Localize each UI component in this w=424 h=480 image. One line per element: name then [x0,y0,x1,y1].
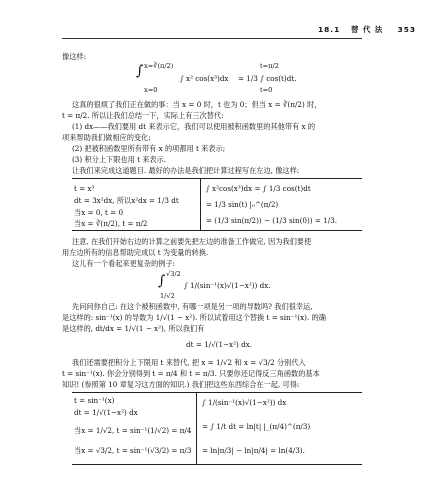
integral-sign: ∫ [158,273,166,289]
right2-line: = ∫ 1/t dt = ln|t| |_(π/4)^(π/3) [202,422,311,431]
equation-3: dt = 1/√(1−x²) dx. [186,340,253,349]
para1-line: (3) 积分上下限也用 t 来表示. [72,155,167,164]
table2-top-rule [72,392,362,393]
right1-line: ∫ x²cos(x³)dx = ∫ 1/3 cos(t)dt [206,184,311,193]
para4-line: t = sin⁻¹(x). 你会分别得到 t = π/4 和 t = π/3. 只要你还记得反三角函数的基本 [62,369,320,378]
left2-line: 当x = √3/2, t = sin⁻¹(√3/2) = π/3 [74,446,192,455]
eq1-upper-limit: x=∛(π/2) [144,62,174,70]
para3-line: 先问问你自己: 在这个被积函数中, 有哪一项是另一项的导数吗? 我们很幸运, [72,302,313,311]
para2-line: 注意, 在我们开始右边的计算之前要先把左边的准备工作做完, 因为我们要使 [72,237,312,246]
eq1-right-upper: t=π/2 [260,62,279,70]
para4-line: 我们还需要把积分上下限用 t 来替代, 把 x = 1/√2 和 x = √3/2 分别代入 [72,358,306,367]
para1-line: 这真的很烦了我们正在做的事：当 x = 0 时，t 也为 0；但当 x = ∛(π/2) 时， [72,100,322,109]
table2-bottom-rule [72,464,362,465]
page-number: 353 [397,25,417,34]
left1-line: 当x = ∛(π/2), t = π/2 [74,219,148,228]
integral-sign: ∫ [136,63,144,79]
eq1-rhs: = 1/3 ∫ cos(t)dt. [238,74,297,83]
running-header [318,24,416,35]
header-rule [62,38,362,39]
right2-line: = ln|π/3| − ln|π/4| = ln(4/3). [202,446,305,455]
right2-line: ∫ 1/(sin⁻¹(x)√(1−x²)) dx [202,398,287,407]
para2-line: 这儿有一个看起来更复杂的例子: [72,259,176,268]
eq2-upper-limit: √3/2 [166,270,181,278]
left1-line: dt = 3x²dx, 所以x²dx = 1/3 dt [74,196,179,205]
para4-line: 知识! (参照第 10 章复习这方面的知识.) 我们把这些东西综合在一起, 可得: [62,380,300,389]
right1-line: = (1/3 sin(π/2)) − (1/3 sin(0)) = 1/3. [206,216,338,225]
table1-divider [200,178,201,230]
eq2-lower-limit: 1/√2 [160,292,175,300]
table1-top-rule [72,178,362,179]
para1-line: (1) dx——我们要用 dt 来表示它，我们可以使用被积函数里的其他带有 x 的 [72,122,316,131]
left2-line: 当x = 1/√2, t = sin⁻¹(1/√2) = π/4 [74,426,192,435]
eq2-integrand: ∫ 1/(sin⁻¹(x)√(1−x²)) dx. [184,281,271,290]
para1-line: 让我们来完成这道题目. 最好的办法是我们把计算过程写在左边, 像这样: [72,166,300,175]
section-number: 18.1 [318,25,341,34]
para1-line: 项来帮助我们做相应的变化; [62,133,151,142]
left1-line: 当x = 0, t = 0 [74,208,124,217]
table2-divider [196,392,197,464]
section-title: 替 代 法 [350,25,384,34]
left1-line: t = x³ [74,184,95,193]
left2-line: dt = 1/√(1−x²) dx [74,408,138,417]
para3-line: 是这样的, dt/dx = 1/√(1 − x²), 所以我们有 [62,324,205,333]
left2-line: t = sin⁻¹(x) [74,396,115,405]
intro-text: 像这样: [62,52,86,61]
eq1-lower-limit: x=0 [144,86,158,94]
table1-bottom-rule [72,230,362,231]
right1-line: = 1/3 sin(t) |₀^(π/2) [206,200,279,209]
para3-line: 是这样的: sin⁻¹(x) 的导数为 1/√(1 − x²). 所以试着用这个替换 t = sin⁻¹(x). 的确 [62,313,326,322]
eq1-integrand: ∫ x² cos(x³)dx [180,74,229,83]
para2-line: 用左边所有的信息帮助完成以 t 为变量的转换. [62,248,209,257]
para1-line: t = π/2. 所以让我们总结一下，实际上有三次替代: [62,111,224,120]
eq1-right-lower: t=0 [260,86,273,94]
para1-line: (2) 把被积函数里所有带有 x 的项都用 t 来表示; [72,144,226,153]
